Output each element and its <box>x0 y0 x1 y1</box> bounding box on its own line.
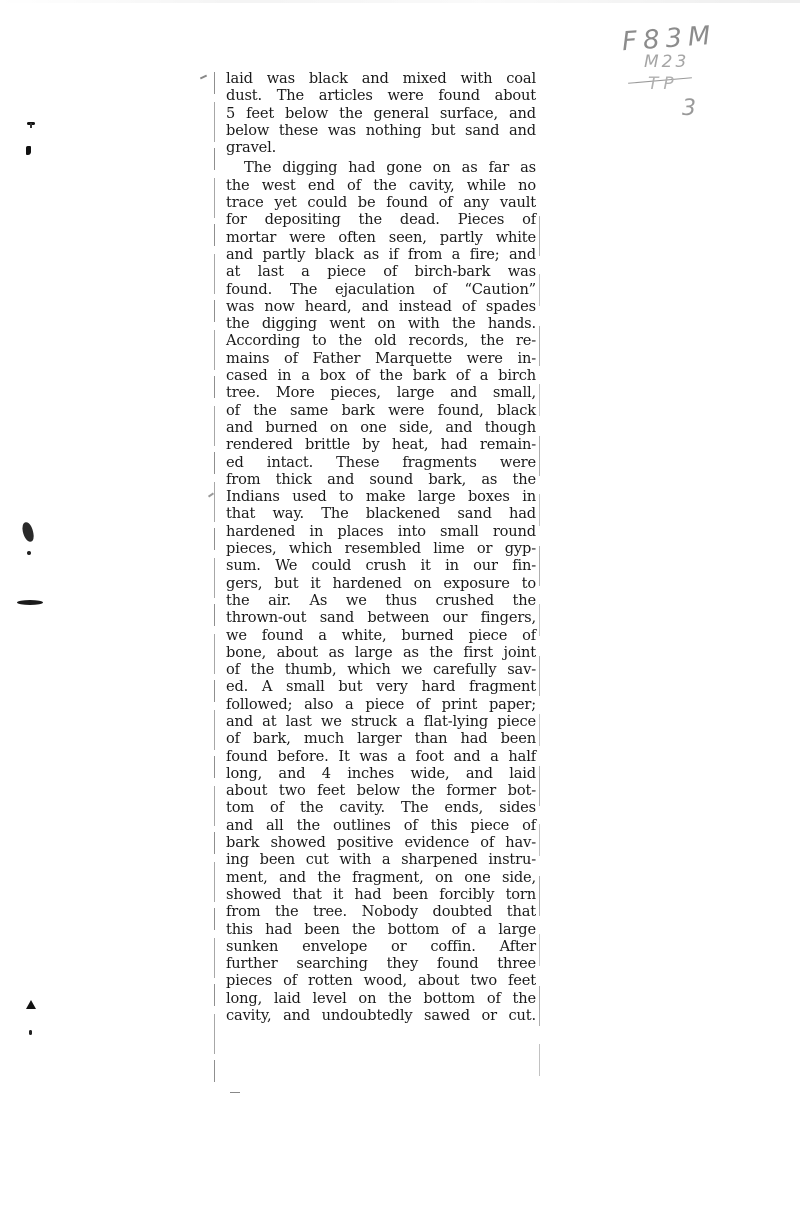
article-line: and at last we struck a flat-lying piece <box>226 712 536 730</box>
handwritten-line-3: TP <box>648 74 679 94</box>
article-line: this had been the bottom of a large <box>226 920 536 938</box>
article-line: bone, about as large as the first joint <box>226 643 536 661</box>
margin-speck-icon <box>29 1030 32 1035</box>
article-line: and burned on one side, and though <box>226 418 536 436</box>
article-line: further searching they found three <box>226 955 536 973</box>
article-line: hardened in places into small round <box>226 522 536 540</box>
article-line: and all the outlines of this piece of <box>226 816 536 834</box>
article-line: long, laid level on the bottom of the <box>226 989 536 1007</box>
column-rule-left <box>214 72 215 1082</box>
article-line: found before. It was a foot and a half <box>226 747 536 765</box>
article-line: for depositing the dead. Pieces of <box>226 211 536 229</box>
article-line: ment, and the fragment, on one side, <box>226 868 536 886</box>
article-line: below these was nothing but sand and <box>226 121 536 139</box>
margin-ink-blot-icon <box>21 521 35 543</box>
article-line: cased in a box of the bark of a birch <box>226 367 536 385</box>
article-line: we found a white, burned piece of <box>226 626 536 644</box>
handwritten-line-1: F83M <box>621 20 718 58</box>
article-line: ed intact. These fragments were <box>226 453 536 471</box>
article-line: and partly black as if from a fire; and <box>226 245 536 263</box>
article-line: tree. More pieces, large and small, <box>226 384 536 402</box>
article-line: gers, but it hardened on exposure to <box>226 574 536 592</box>
article-body <box>226 70 536 1024</box>
article-line: the west end of the cavity, while no <box>226 176 536 194</box>
article-line: According to the old records, the re- <box>226 332 536 350</box>
margin-speck-icon <box>27 551 31 555</box>
article-line: pieces, which resembled lime or gyp- <box>226 540 536 558</box>
margin-ink-dash-icon <box>17 600 43 605</box>
article-line: showed that it had been forcibly torn <box>226 885 536 903</box>
article-line: tom of the cavity. The ends, sides <box>226 799 536 817</box>
handwritten-line-2: M23 <box>644 52 690 72</box>
article-line: dust. The articles were found about <box>226 87 536 105</box>
article-line: cavity, and undoubtedly sawed or cut. <box>226 1007 536 1025</box>
article-line: sum. We could crush it in our fin- <box>226 557 536 575</box>
article-line: about two feet below the former bot- <box>226 782 536 800</box>
article-line: ing been cut with a sharpened instru- <box>226 851 536 869</box>
article-line: Indians used to make large boxes in <box>226 488 536 506</box>
article-line: mortar were often seen, partly white <box>226 228 536 246</box>
margin-speck-icon <box>26 1000 36 1009</box>
handwritten-line-4: 3 <box>682 96 696 121</box>
article-line: mains of Father Marquette were in- <box>226 349 536 367</box>
article-line: thrown-out sand between our fingers, <box>226 609 536 627</box>
article-line: sunken envelope or coffin. After <box>226 937 536 955</box>
paragraph-start-line: The digging had gone on as far as <box>244 159 536 177</box>
article-line: pieces of rotten wood, about two feet <box>226 972 536 990</box>
newspaper-column <box>214 66 540 1096</box>
scan-top-edge <box>0 0 800 3</box>
article-line: rendered brittle by heat, had remain- <box>226 436 536 454</box>
article-line: was now heard, and instead of spades <box>226 297 536 315</box>
article-line: long, and 4 inches wide, and laid <box>226 764 536 782</box>
article-line: the digging went on with the hands. <box>226 315 536 333</box>
article-line: bark showed positive evidence of hav- <box>226 834 536 852</box>
article-line: of the thumb, which we carefully sav- <box>226 661 536 679</box>
article-line: from the tree. Nobody doubted that <box>226 903 536 921</box>
clipping-corner-mark <box>200 75 207 80</box>
article-line: of the same bark were found, black <box>226 401 536 419</box>
article-line: followed; also a piece of print paper; <box>226 695 536 713</box>
handwritten-archive-note <box>618 20 758 134</box>
article-line: 5 feet below the general surface, and <box>226 104 536 122</box>
column-rule-right <box>539 216 540 1096</box>
article-line: found. The ejaculation of “Caution” <box>226 280 536 298</box>
article-line: at last a piece of birch-bark was <box>226 263 536 281</box>
margin-speck-icon <box>27 122 35 125</box>
article-line: of bark, much larger than had been <box>226 730 536 748</box>
article-line: the air. As we thus crushed the <box>226 591 536 609</box>
margin-speck-icon <box>26 146 31 155</box>
article-line: gravel. <box>226 139 277 157</box>
article-line: trace yet could be found of any vault <box>226 194 536 212</box>
article-line: that way. The blackened sand had <box>226 505 536 523</box>
article-line: from thick and sound bark, as the <box>226 470 536 488</box>
article-line: ed. A small but very hard fragment <box>226 678 536 696</box>
article-line: laid was black and mixed with coal <box>226 70 536 87</box>
